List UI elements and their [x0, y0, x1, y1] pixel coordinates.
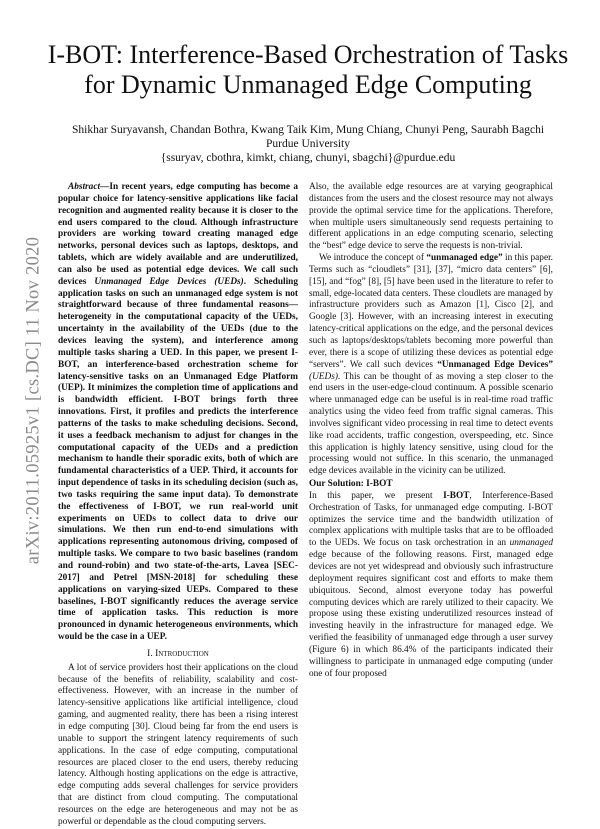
abstract-lead: Abstract	[68, 182, 101, 192]
term-unmanaged-edge: “unmanaged edge”	[426, 253, 503, 264]
abstract-text: —In recent years, edge computing has become a popular choice for latency-sensitive applications like facial recognition and augmented reality because it is closer to the end users compared to the cloud. Although infrastructure providers are working toward creating managed edge networks, personal devices such as laptops, desktops, and tablets, which are widely available and are underutilized, can also be used as potential edge devices. We call such devices	[58, 182, 298, 287]
ibot-name: I-BOT	[443, 490, 470, 501]
body-paragraph-unmanaged-edge	[309, 253, 553, 478]
arxiv-stamp: arXiv:2011.05925v1 [cs.DC] 11 Nov 2020	[23, 236, 44, 565]
section-heading-introduction: I. Introduction	[147, 648, 209, 659]
subheading-our-solution: Our Solution: I-BOT	[309, 479, 393, 490]
abstract-text-2: . Scheduling application tasks on such an unmanaged edge system is not straightforward because of three fundamental reasons—heterogeneity in the computational capacity of the UEDs, uncertainty in the availability of the UEDs (due to the devices leaving the system), and interference among multiple tasks sharing a UED. In this paper, we present I-BOT, an interference-based orchestration scheme for latency-sensitive tasks on an Unmanaged Edge Platform (UEP). It minimizes the completion time of applications and is bandwidth efficient. I-BOT brings forth three innovations. First, it profiles and predicts the interference patterns of the tasks to make scheduling decisions. Second, it uses a feedback mechanism to adjust for changes in the computational capacity of the UEDs and a prediction mechanism to handle their sporadic exits, both of which are fundamental characteristics of a UEP. Third, it accounts for input dependence of tasks in its scheduling decision (such as, two tasks requiring the same input data). To demonstrate the effectiveness of I-BOT, we run real-world unit experiments on UEDs to collect data to drive our simulations. We then run end-to-end simulations with applications representing autonomous driving, composed of multiple tasks. We compare to two basic baselines (random and round-robin) and two state-of-the-arts, Lavea [SEC-2017] and Petrel [MSN-2018] for scheduling these applications on varying-sized UEPs. Compared to these baselines, I-BOT significantly reduces the average service time of application tasks. This reduction is more pronounced in dynamic heterogeneous environments, which would be the case in a UEP.	[58, 276, 298, 643]
para3-text-c: edge because of the following reasons. First, managed edge devices are not yet widespread and obviously such infrastructure deployment requires significant cost and efforts to make them ubiquitous. Second, almost everyone today has powerful computing devices which are rarely utilized to their capacity. We propose using these existing underutilized resources instead of investing heavily in the infrastructure for managed edge. We verified the feasibility of unmanaged edge through a user survey (Figure 6) in which 86.4% of the participants indicated their willingness to participate in unmanaged edge computing (under one of four proposed	[309, 550, 553, 679]
title-line-1: I-BOT: Interference-Based Orchestration of Tasks	[47, 40, 569, 69]
author-emails: {ssuryav, cbothra, kimkt, chiang, chunyi, sbagchi}@purdue.edu	[160, 152, 456, 164]
abbr-ued: (UEDs)	[309, 371, 338, 382]
affiliation: Purdue University	[265, 138, 350, 150]
title-line-2: for Dynamic Unmanaged Edge Computing	[84, 70, 532, 99]
right-column	[309, 182, 553, 680]
body-paragraph: Also, the available edge resources are at varying geographical distances from the users and the closest resource may not always provide the optimal service time for the applications. Therefore, when multiple users simultaneously send requests pertaining to different applications in an edge computing scenario, selecting the “best” edge device to serve the requests is non-trivial.	[309, 182, 553, 252]
term-ued: “Unmanaged Edge Devices”	[437, 359, 553, 370]
body-paragraph-ibot	[309, 491, 553, 681]
left-column	[58, 182, 298, 829]
abstract-term: Unmanaged Edge Devices (UEDs)	[94, 276, 244, 287]
intro-paragraph: A lot of service providers host their applications on the cloud because of the benefits of reliability, scalability and cost-effectiveness. However, with an increase in the number of latency-sensitive applications like artificial intelligence, cloud gaming, and augmented reality, there has been a rising interest in edge computing [30]. Cloud being far from the end users is unable to support the stringent latency requirements of such applications. In the case of edge computing, computational resources are placed closer to the end users, thereby reducing latency. Although hosting applications on the edge is attractive, edge computing adds several challenges for service providers that are distinct from cloud computing. The computational resources on the edge are heterogeneous and may not be as powerful or dependable as the cloud computing servers.	[58, 662, 298, 827]
para3-text-b: , Interference-Based Orchestration of Tasks, for unmanaged edge computing. I-BOT optimizes the service time and the bandwidth utilization of complex applications with multiple tasks that are to be offloaded to the UEDs. We focus on task orchestration in an	[309, 490, 553, 549]
para2-text-b: in this paper. Terms such as “cloudlets” [31], [37], “micro data centers” [6], [15], and “fog” [8], [5] have been used in the literature to refer to small, edge-located data centers. These cloudlets are managed by infrastructure providers such as Amazon [1], Cisco [2], and Google [3]. However, with an increasing interest in executing latency-critical applications on the edge, and the personal devices such as laptops/desktops/tablets becoming more powerful than ever, there is a scope of utilizing these devices as potential edge “servers”. We call such devices	[309, 253, 553, 370]
paper-title	[40, 40, 576, 100]
para3-emphasis: unmanaged	[509, 538, 553, 549]
para3-text-a: In this paper, we present	[309, 490, 444, 501]
author-list: Shikhar Suryavansh, Chandan Bothra, Kwang Taik Kim, Mung Chiang, Chunyi Peng, Saurabh Bagchi	[71, 124, 545, 136]
abstract	[58, 182, 298, 644]
para2-text-a: We introduce the concept of	[319, 253, 427, 264]
para2-text-c: . This can be thought of as moving a step closer to the end users in the user-edge-cloud continuum. A possible scenario where unmanaged edge can be useful is in real-time road traffic analytics using the video feed from traffic signal cameras. This involves significant video processing in real time to detect events like road accidents, traffic congestion, overspeeding, etc. Since this application is highly latency sensitive, using cloud for the processing would not suffice. In this scenario, the unmanaged edge devices available in the vicinity can be utilized.	[309, 371, 553, 477]
